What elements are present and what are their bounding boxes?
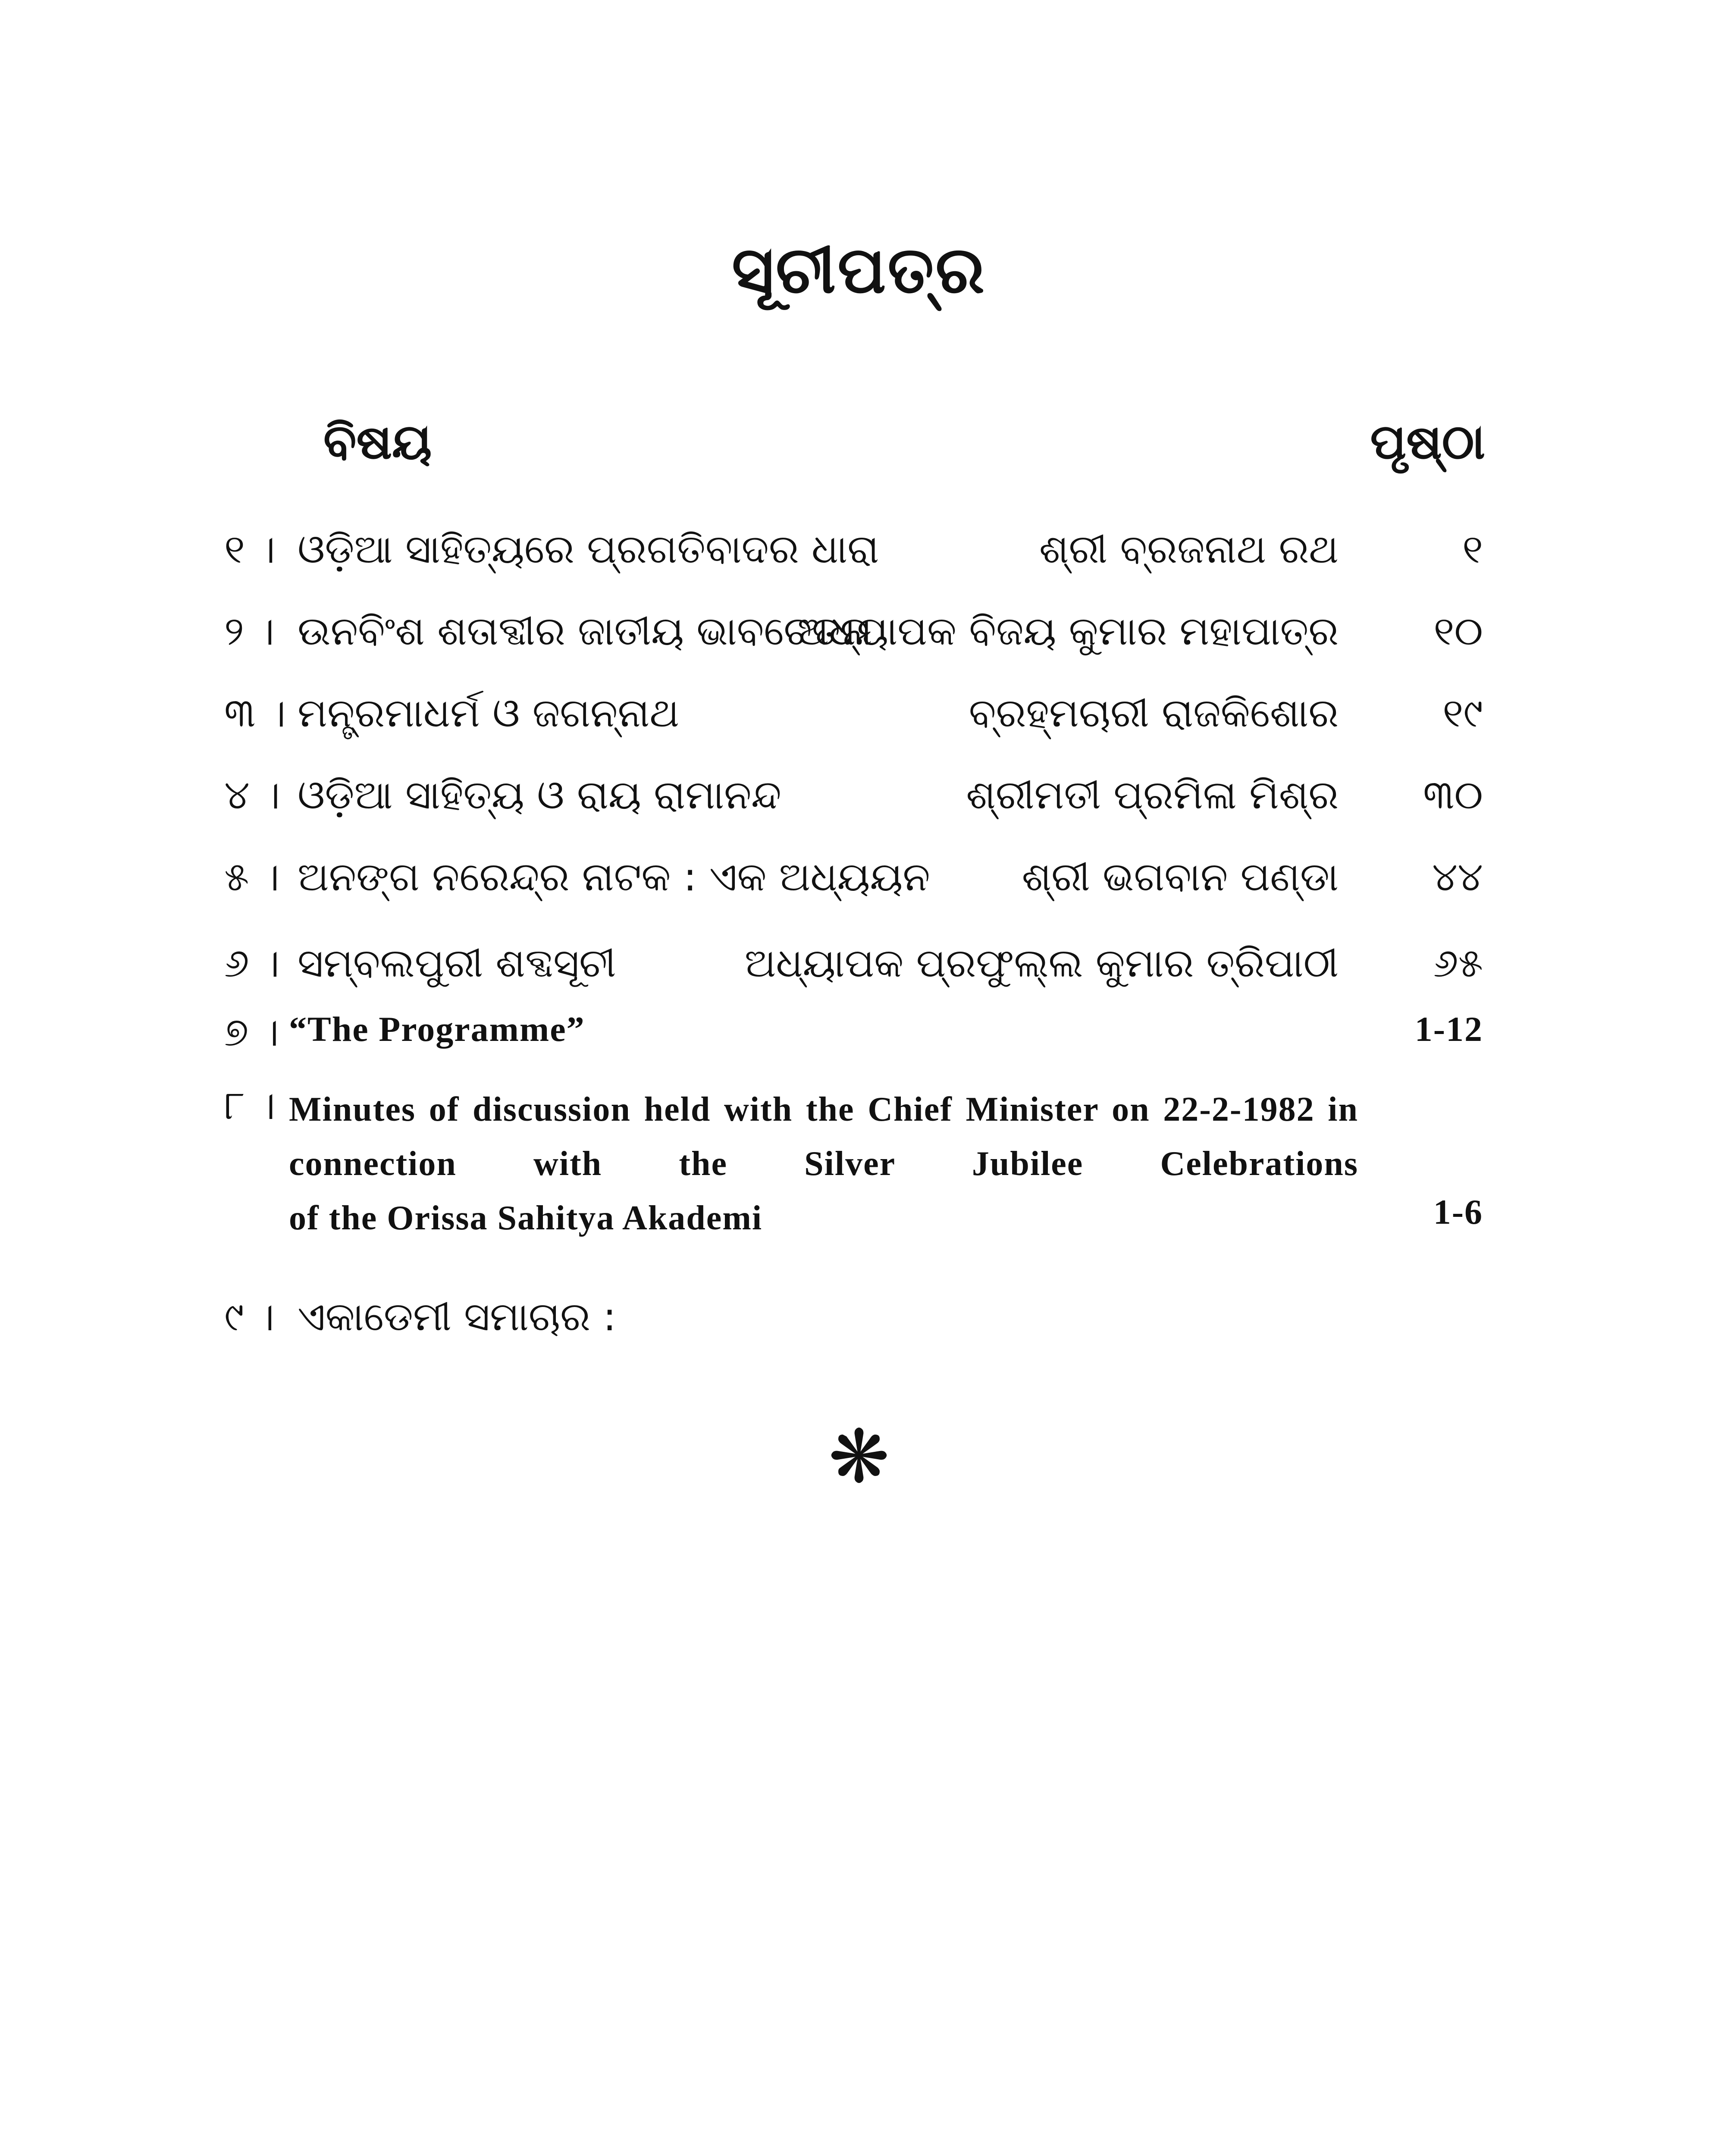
ornament-icon: ❋ [828,1414,890,1500]
entry-number: ୪ । [224,772,280,818]
list-item [0,526,1718,582]
list-item [0,1294,1718,1350]
list-item [0,690,1718,746]
entry-title: ଅନଙ୍ଗ ନରେନ୍ଦ୍ର ନାଟକ : ଏକ ଅଧ୍ୟୟନ [298,854,930,900]
entry-author: ବ୍ରହ୍ମଚାରୀ ରାଜକିଶୋର [969,690,1339,736]
entry-author: ଶ୍ରୀମତୀ ପ୍ରମିଳା ମିଶ୍ର [966,772,1339,818]
entry-author: ଶ୍ରୀ ଭଗବାନ ପଣ୍ଡା [1022,854,1339,900]
entry-title: ଏକାଡେମୀ ସମାଚାର : [298,1294,617,1340]
entry-page: 1-12 [1414,1009,1483,1049]
entry-title: ଓଡ଼ିଆ ସାହିତ୍ୟ ଓ ରାୟ ରାମାନନ୍ଦ [298,772,781,818]
entry-number: ୫ । [224,854,280,900]
entry-title: ସମ୍ବଲପୁରୀ ଶବ୍ଦସୂଚୀ [298,940,616,986]
list-item [0,854,1718,910]
entry-author: ଅଧ୍ୟାପକ ପ୍ରଫୁଲ୍ଲ କୁମାର ତ୍ରିପାଠୀ [744,940,1339,986]
entry-page: ୪୪ [1432,854,1483,900]
column-header-page: ପୃଷ୍ଠା [1370,414,1485,470]
entry-title-last-line: of the Orissa Sahitya Akademi [289,1199,763,1237]
entry-number: ୩ । [224,690,286,736]
entry-number: ୬ । [224,940,280,986]
entry-page: ୬୫ [1433,940,1483,986]
entry-number: ୭ । [224,1009,279,1055]
entry-title: ଓଡ଼ିଆ ସାହିତ୍ୟରେ ପ୍ରଗତିବାଦର ଧାରା [298,526,879,572]
entry-number: ୨ । [224,608,275,654]
entry-author: ଶ୍ରୀ ବ୍ରଜନାଥ ରଥ [1039,526,1339,572]
page-title: ସୂଚୀପତ୍ର [731,233,986,308]
entry-number: ୯ । [224,1294,275,1340]
entry-page: 1-6 [1433,1192,1483,1232]
entry-page: ୧୦ [1433,608,1483,654]
list-item [0,772,1718,828]
entry-title: ଉନବିଂଶ ଶତାବ୍ଦୀର ଜାତୀୟ ଭାବଚେତନା [298,608,872,654]
entry-title: “The Programme” [289,1009,585,1049]
entry-number: ୮ । [224,1082,276,1128]
column-header-subject: ବିଷୟ [323,414,432,470]
entry-number: ୧ । [224,526,276,572]
list-item [0,608,1718,664]
entry-title [289,1082,1358,1245]
entry-title: ମନ୍ତ୍ରମାଧର୍ମ ଓ ଜଗନ୍ନାଥ [298,690,680,736]
entry-page: ୩୦ [1423,772,1483,818]
entry-author: ଅଧ୍ୟାପକ ବିଜୟ କୁମାର ମହାପାତ୍ର [797,608,1339,654]
list-item [0,1082,1718,1263]
list-item [0,940,1718,996]
list-item [0,1009,1718,1065]
entry-title-text: Minutes of discussion held with the Chief Minister on 22-2-1982 in connection with the Silver Jubilee Celebrations [289,1091,1358,1183]
entry-page: ୧ [1462,526,1483,572]
entry-page: ୧୯ [1442,690,1483,736]
